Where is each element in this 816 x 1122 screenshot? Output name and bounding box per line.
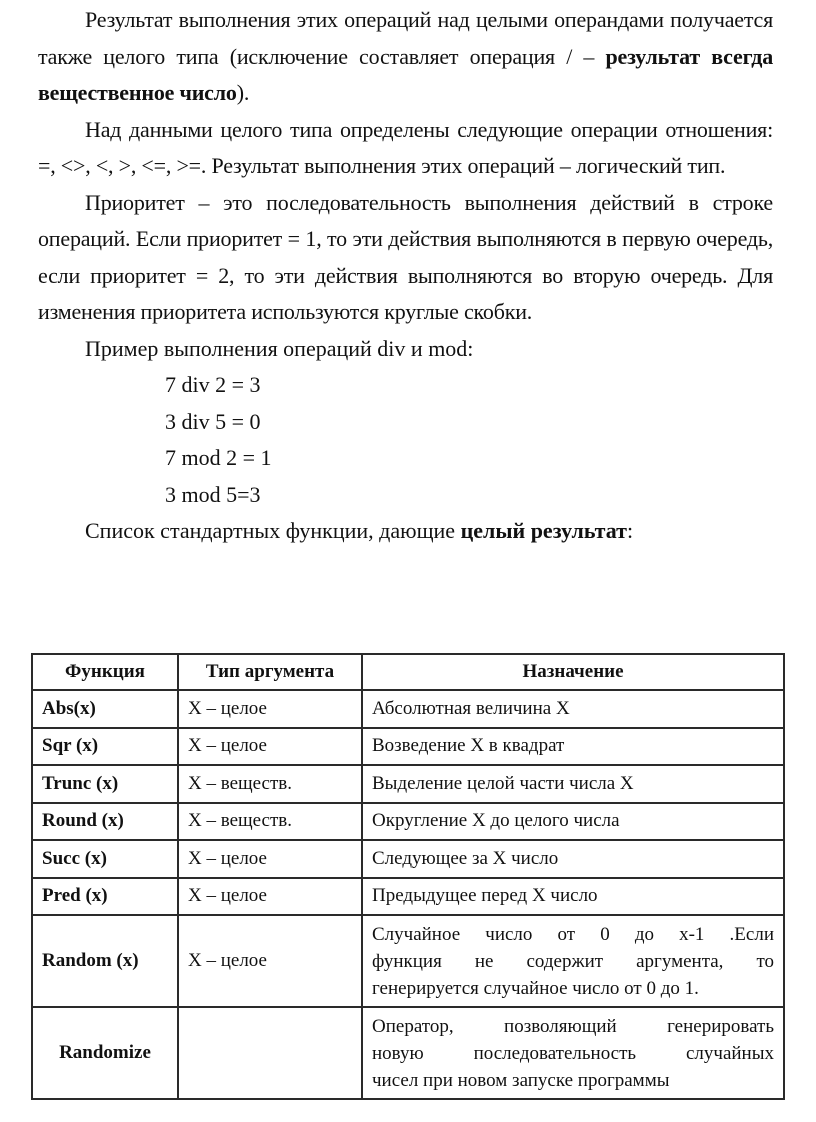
cell-function: Round (x) (32, 803, 178, 841)
cell-arg-type: X – целое (178, 915, 362, 1007)
example-line: 3 mod 5=3 (165, 481, 261, 507)
paragraph-priority: Приоритет – это последовательность выполнения действий в строке операций. Если приоритет = 1, то эти действия выполняются в первую очередь, если приоритет = 2, то эти действия выполняются во вторую очередь. Для изменения приоритета используются круглые скобки. (38, 189, 773, 324)
purpose-line: новую последовательность случайных (372, 1042, 774, 1064)
purpose-line: функция не содержит аргумента, то (372, 950, 774, 972)
table-row (32, 1007, 784, 1099)
cell-purpose (362, 915, 784, 1007)
cell-function: Randomize (32, 1007, 178, 1099)
cell-function: Trunc (x) (32, 765, 178, 803)
list-intro (38, 513, 773, 550)
cell-function: Random (x) (32, 915, 178, 1007)
cell-arg-type (178, 1007, 362, 1099)
table-row (32, 878, 784, 916)
header-function: Функция (32, 654, 178, 690)
table-row (32, 690, 784, 728)
table-row (32, 840, 784, 878)
table-row (32, 728, 784, 766)
cell-purpose: Выделение целой части числа X (362, 765, 784, 803)
cell-purpose: Предыдущее перед X число (362, 878, 784, 916)
paragraph-relational-ops: Над данными целого типа определены следующие операции отношения: =, <>, <, >, <=, >=. Результат выполнения этих операций – логический тип. (38, 116, 773, 178)
purpose-line: чисел при новом запуске программы (372, 1069, 670, 1091)
cell-purpose: Следующее за X число (362, 840, 784, 878)
list-intro-text: : (626, 518, 634, 543)
cell-purpose (362, 1007, 784, 1099)
cell-arg-type: X – целое (178, 840, 362, 878)
purpose-line: генерируется случайное число от 0 до 1. (372, 977, 699, 999)
example-intro: Пример выполнения операций div и mod: (85, 335, 474, 361)
cell-function: Sqr (x) (32, 728, 178, 766)
cell-arg-type: X – целое (178, 728, 362, 766)
purpose-line: Случайное число от 0 до x-1 .Если (372, 923, 774, 945)
example-line: 3 div 5 = 0 (165, 408, 261, 434)
paragraph-text: ). (236, 80, 250, 105)
list-intro-text: Список стандартных функции, дающие (85, 518, 461, 543)
paragraph-integer-results (38, 0, 773, 112)
cell-purpose: Абсолютная величина X (362, 690, 784, 728)
list-intro-bold-text: целый результат (460, 518, 627, 543)
table-row (32, 765, 784, 803)
cell-function: Succ (x) (32, 840, 178, 878)
cell-arg-type: X – целое (178, 878, 362, 916)
paragraph-bold-text: результат всегда вещественное число (38, 43, 773, 105)
header-arg-type: Тип аргумента (178, 654, 362, 690)
cell-purpose: Возведение X в квадрат (362, 728, 784, 766)
cell-function: Abs(x) (32, 690, 178, 728)
table-row (32, 803, 784, 841)
cell-function: Pred (x) (32, 878, 178, 916)
cell-arg-type: X – веществ. (178, 803, 362, 841)
cell-arg-type: X – веществ. (178, 765, 362, 803)
cell-arg-type: X – целое (178, 690, 362, 728)
header-purpose: Назначение (362, 654, 784, 690)
example-line: 7 div 2 = 3 (165, 372, 261, 397)
cell-purpose: Округление X до целого числа (362, 803, 784, 841)
functions-table (31, 653, 785, 1100)
table-header-row (32, 654, 784, 690)
document-page (38, 0, 773, 550)
paragraph-text: Результат выполнения этих операций над целыми операндами получается также целого типа (исключение составляет операция / – (38, 7, 773, 69)
table-row (32, 915, 784, 1007)
purpose-line: Оператор, позволяющий генерировать (372, 1015, 774, 1037)
example-line: 7 mod 2 = 1 (165, 445, 272, 470)
